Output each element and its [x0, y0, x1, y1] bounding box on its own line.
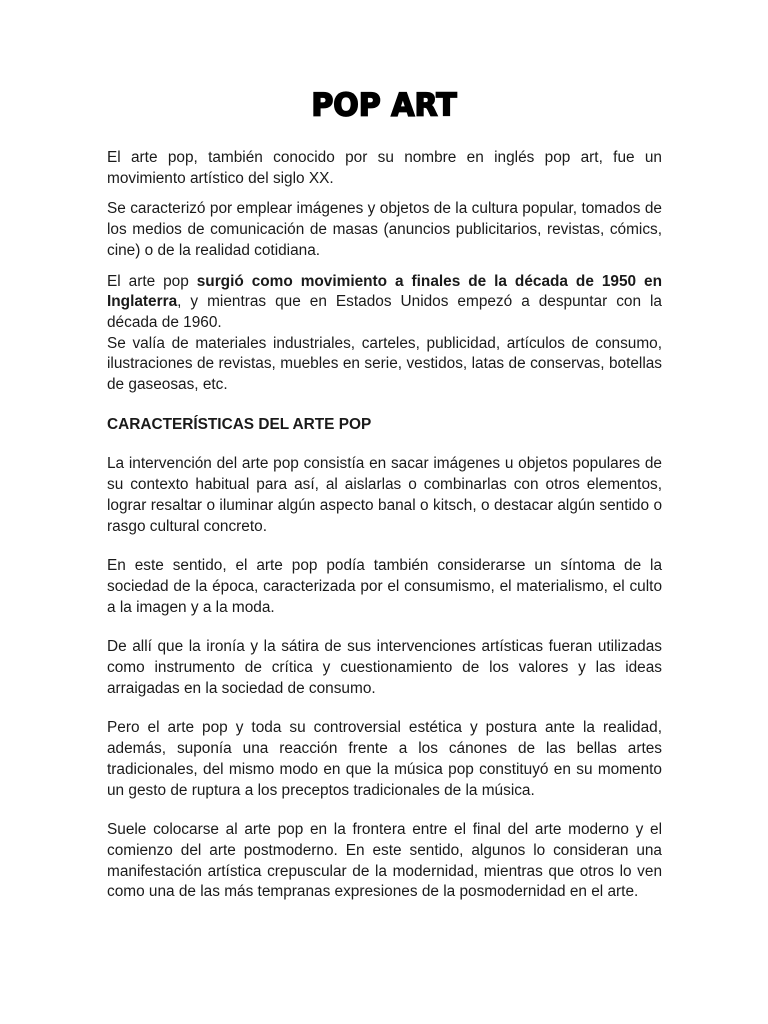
- paragraph-reaction: Pero el arte pop y toda su controversial estética y postura ante la realidad, además, suponía una reacción frente a los cánones de las bellas artes tradicionales, del mismo modo en que la música pop constituyó en su momento un gesto de ruptura a los preceptos tradicionales de la música.: [107, 719, 662, 799]
- section-heading: CARACTERÍSTICAS DEL ARTE POP: [107, 415, 372, 433]
- paragraph-origin: [107, 272, 662, 334]
- document-body: [107, 148, 662, 903]
- paragraph-characterization: Se caracterizó por emplear imágenes y objetos de la cultura popular, tomados de los medios de comunicación de masas (anuncios publicitarios, revistas, cómics, cine) o de la realidad cotidiana.: [107, 200, 662, 259]
- paragraph-origin-prefix: El arte pop: [107, 272, 197, 290]
- paragraph-intervention: La intervención del arte pop consistía en sacar imágenes u objetos populares de su contexto habitual para así, al aislarlas o combinarlas con otros elementos, lograr resaltar o iluminar algún aspecto banal o kitsch, o destacar algún sentido o rasgo cultural concreto.: [107, 455, 662, 535]
- paragraph-intro: El arte pop, también conocido por su nombre en inglés pop art, fue un movimiento artístico del siglo XX.: [107, 149, 662, 187]
- paragraph-origin-suffix: , y mientras que en Estados Unidos empezó a despuntar con la década de 1960.: [107, 293, 662, 331]
- paragraph-materials: Se valía de materiales industriales, carteles, publicidad, artículos de consumo, ilustraciones de revistas, muebles en serie, vestidos, latas de conservas, botellas de gaseosas, etc.: [107, 334, 662, 394]
- paragraph-origin-emphasis: surgió como movimiento a finales de la década de 1950 en Inglaterra: [107, 272, 662, 311]
- paragraph-frontier: Suele colocarse al arte pop en la frontera entre el final del arte moderno y el comienzo del arte postmoderno. En este sentido, algunos lo consideran una manifestación artística crepuscular de la modernidad, mientras que otros lo ven como una de las más tempranas expresiones de la posmodernidad en el arte.: [107, 821, 662, 901]
- paragraph-irony: De allí que la ironía y la sátira de sus intervenciones artísticas fueran utilizadas como instrumento de crítica y cuestionamiento de los valores y las ideas arraigadas en la sociedad de consumo.: [107, 638, 662, 697]
- document-title: POP ART: [311, 87, 457, 124]
- paragraph-symptom: En este sentido, el arte pop podía también considerarse un síntoma de la sociedad de la época, caracterizada por el consumismo, el materialismo, el culto a la imagen y a la moda.: [107, 557, 662, 616]
